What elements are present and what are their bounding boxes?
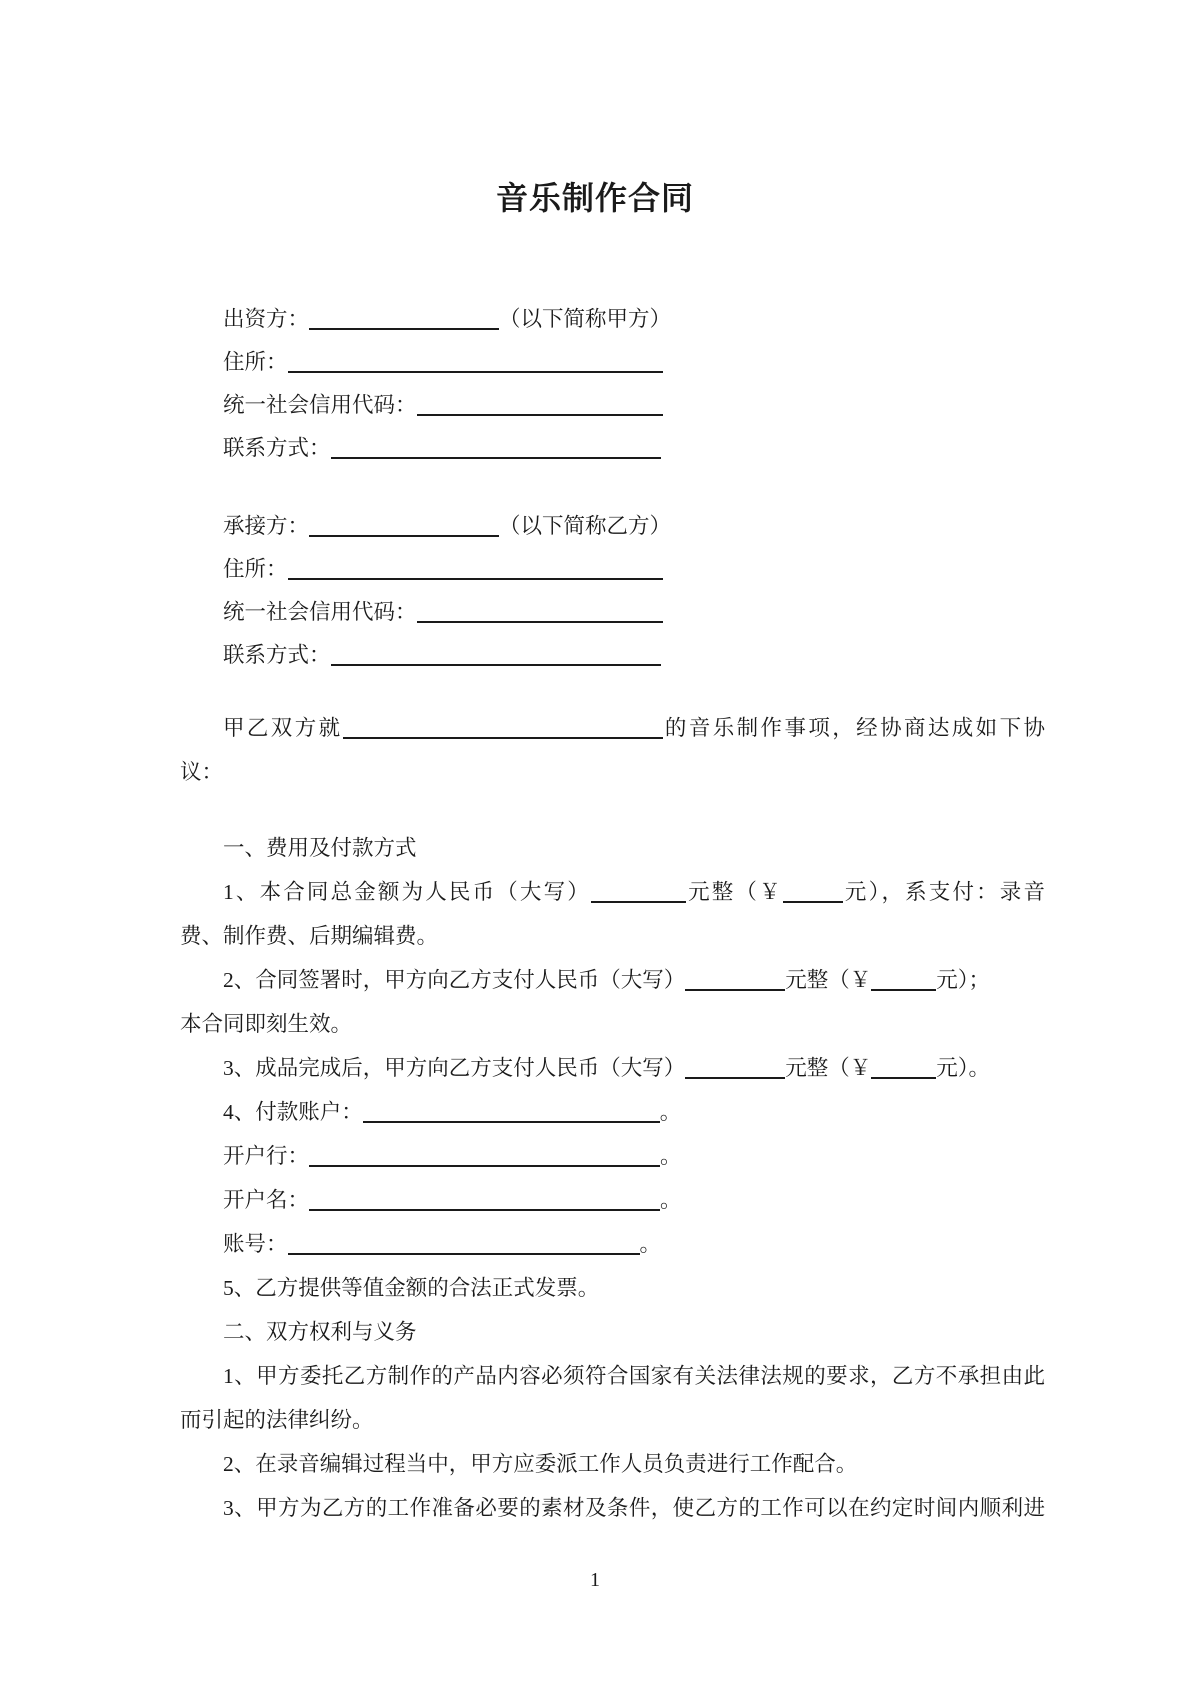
- party-b-credit-code-line: [180, 591, 1045, 634]
- party-b-name-line: [180, 505, 1045, 548]
- payment-account-label: 4、付款账户：: [223, 1100, 363, 1124]
- party-a-contact-label: 联系方式：: [223, 436, 331, 460]
- rights-item1-line-1: [180, 1354, 1045, 1398]
- party-a-name-suffix: （以下简称甲方）: [499, 307, 672, 331]
- account-number-line: [180, 1222, 1045, 1266]
- account-name-period: 。: [660, 1188, 682, 1212]
- intro-line-2: [180, 750, 1045, 794]
- party-b-contact-label: 联系方式：: [223, 643, 331, 667]
- section-rights-heading: [180, 1310, 1045, 1354]
- rights-item3-line-1: [180, 1486, 1045, 1530]
- account-name-line: [180, 1178, 1045, 1222]
- account-number-blank-field: [288, 1227, 640, 1255]
- rights-item1-line-2: [180, 1398, 1045, 1442]
- fees-item5-line: [180, 1266, 1045, 1310]
- party-b-contact-line: [180, 634, 1045, 677]
- fees-item2-amount-words-blank-field: [685, 963, 785, 991]
- fees-item5-text: 5、乙方提供等值金额的合法正式发票。: [223, 1276, 600, 1300]
- rights-item3-line-1-text: 3、甲方为乙方的工作准备必要的素材及条件，使乙方的工作可以在约定时间内顺利进: [223, 1496, 1045, 1520]
- rights-item1-line-1-text: 1、甲方委托乙方制作的产品内容必须符合国家有关法律法规的要求，乙方不承担由此: [223, 1364, 1045, 1388]
- bank-line: [180, 1134, 1045, 1178]
- fees-item3-tail: 元）。: [936, 1056, 991, 1080]
- page-number: 1: [590, 1569, 600, 1591]
- party-b-name-blank-field: [309, 509, 499, 537]
- payment-account-blank-field: [363, 1095, 660, 1123]
- party-b-credit-code-label: 统一社会信用代码：: [223, 600, 417, 624]
- fees-item1-line-2-text: 费、制作费、后期编辑费。: [180, 924, 439, 948]
- payment-account-line: [180, 1090, 1045, 1134]
- fees-item1-line-2: [180, 914, 1045, 958]
- party-b-address-label: 住所：: [223, 557, 288, 581]
- intro-line-1: [180, 706, 1045, 750]
- fees-item3-amount-words-blank-field: [685, 1051, 785, 1079]
- section-fees-heading-text: 一、费用及付款方式: [223, 836, 417, 860]
- fees-item1-amount-figures-blank-field: [783, 875, 843, 903]
- fees-item2-tail: 元）；: [936, 968, 991, 992]
- payment-account-period: 。: [659, 1100, 682, 1124]
- fees-item2-line-1: [180, 958, 1045, 1002]
- fees-item2-amount-figures-blank-field: [871, 963, 936, 991]
- section-fees-heading: [180, 826, 1045, 870]
- party-a-name-blank-field: [309, 302, 499, 330]
- party-a-name-line: [180, 298, 1045, 341]
- fees-item1-line-1: [180, 870, 1045, 914]
- intro-line-2-text: 议：: [180, 760, 224, 784]
- fees-item1-mid: 元整（￥: [685, 880, 783, 904]
- rights-item1-line-2-text: 而引起的法律纠纷。: [180, 1408, 374, 1432]
- party-a-credit-code-line: [180, 384, 1045, 427]
- account-number-label: 账号：: [223, 1232, 288, 1256]
- party-a-credit-code-blank-field: [417, 388, 663, 416]
- page-title: 音乐制作合同: [495, 180, 694, 216]
- fees-item3-mid: 元整（￥: [785, 1056, 872, 1080]
- party-a-contact-blank-field: [331, 431, 661, 459]
- party-b-contact-blank-field: [331, 638, 661, 666]
- bank-label: 开户行：: [223, 1144, 310, 1168]
- intro-subject-blank-field: [343, 711, 663, 739]
- account-name-blank-field: [309, 1183, 660, 1211]
- fees-item2-pre: 2、合同签署时，甲方向乙方支付人民币（大写）: [223, 968, 686, 992]
- party-b-name-label: 承接方：: [223, 514, 310, 538]
- party-a-contact-line: [180, 427, 1045, 470]
- rights-item2-line: [180, 1442, 1045, 1486]
- account-name-label: 开户名：: [223, 1188, 310, 1212]
- fees-item3-pre: 3、成品完成后，甲方向乙方支付人民币（大写）: [223, 1056, 686, 1080]
- document-body: [0, 298, 1190, 1530]
- party-b-credit-code-blank-field: [417, 595, 663, 623]
- party-a-address-blank-field: [288, 345, 663, 373]
- intro-post-text: 的音乐制作事项，经协商达成如下协: [662, 716, 1045, 740]
- fees-item1-pre: 1、本合同总金额为人民币（大写）: [223, 880, 591, 904]
- fees-item3-amount-figures-blank-field: [871, 1051, 936, 1079]
- party-a-address-label: 住所：: [223, 350, 288, 374]
- fees-item2-mid: 元整（￥: [785, 968, 872, 992]
- bank-period: 。: [660, 1144, 682, 1168]
- fees-item1-amount-words-blank-field: [591, 875, 686, 903]
- party-b-address-line: [180, 548, 1045, 591]
- party-a-address-line: [180, 341, 1045, 384]
- party-a-credit-code-label: 统一社会信用代码：: [223, 393, 417, 417]
- section-rights-heading-text: 二、双方权利与义务: [223, 1320, 417, 1344]
- bank-blank-field: [309, 1139, 660, 1167]
- fees-item2-line-2-text: 本合同即刻生效。: [180, 1012, 353, 1036]
- fees-item1-tail: 元），系支付：录音: [842, 880, 1045, 904]
- fees-item2-line-2: [180, 1002, 1045, 1046]
- party-b-address-blank-field: [288, 552, 663, 580]
- rights-item2-text: 2、在录音编辑过程当中，甲方应委派工作人员负责进行工作配合。: [223, 1452, 858, 1476]
- party-a-name-label: 出资方：: [223, 307, 310, 331]
- account-number-period: 。: [639, 1232, 662, 1256]
- intro-pre-text: 甲乙双方就: [223, 716, 343, 740]
- party-b-name-suffix: （以下简称乙方）: [499, 514, 672, 538]
- fees-item3-line: [180, 1046, 1045, 1090]
